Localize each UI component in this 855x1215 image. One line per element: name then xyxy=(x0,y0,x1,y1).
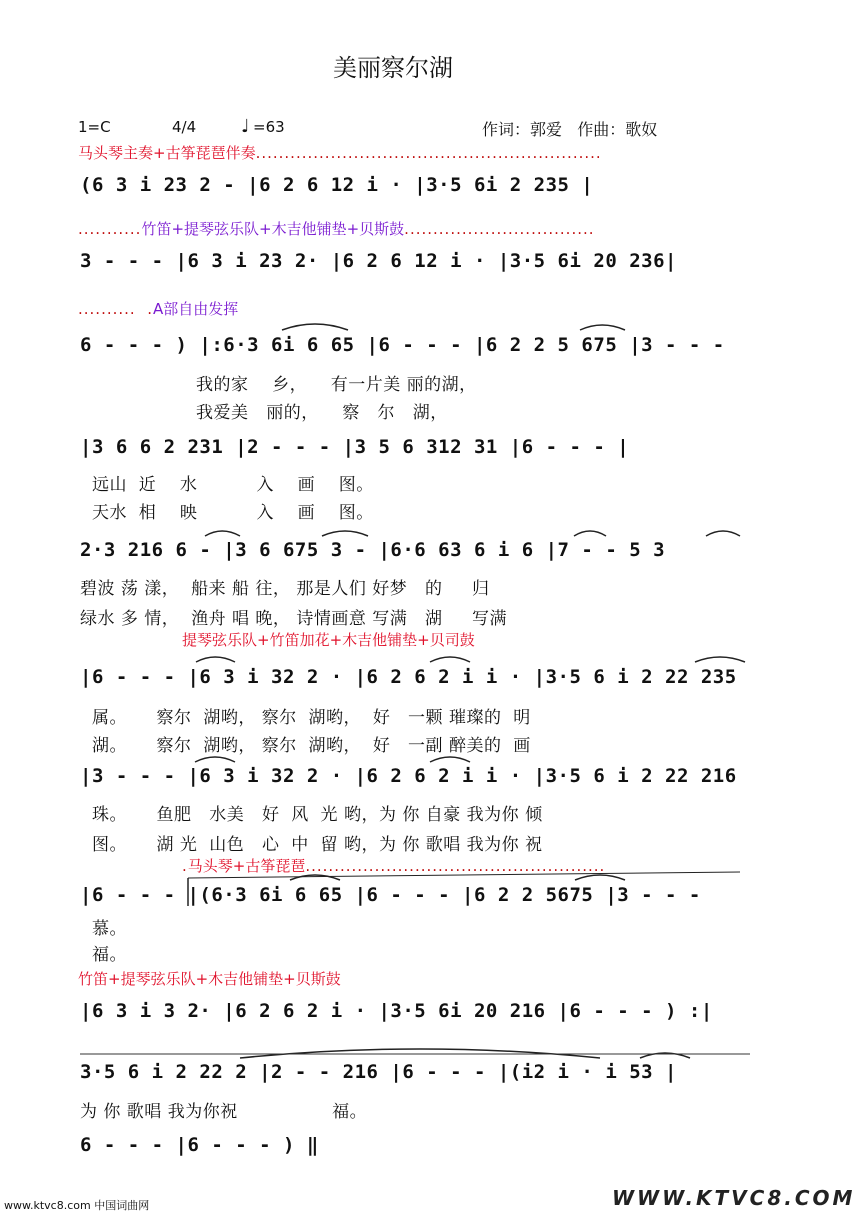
lyric-line-3b: 我爱美 丽的， 察 尔 湖， xyxy=(196,403,448,423)
score-line-5: 2·3 216 6 - |3 6 675 3 - |6·6 63 6 i 6 |7 - - 5 3 xyxy=(80,539,666,561)
cue-dotted-line: .......... . xyxy=(78,300,153,318)
lyric-line-6b: 湖。 察尔 湖哟， 察尔 湖哟， 好 一副 醉美的 画 xyxy=(92,736,531,756)
lyric-line-7a: 珠。 鱼肥 水美 好 风 光 哟，为 你 自豪 我为你 倾 xyxy=(92,805,543,825)
score-line-2: 3 - - - |6 3 i 23 2· |6 2 6 12 i · |3·5 6i 20 236| xyxy=(80,250,677,272)
lyric-line-8b: 福。 xyxy=(92,945,127,965)
lyric-line-4b: 天水 相 映 入 画 图。 xyxy=(92,503,374,523)
score-line-11: 6 - - - |6 - - - ) ‖ xyxy=(80,1134,319,1156)
score-line-6: |6 - - - |6 3 i 32 2 · |6 2 6 2 i i · |3·5 6 i 2 22 235 xyxy=(80,666,737,688)
cue-dotted-line: . xyxy=(182,857,188,875)
score-line-10: 3·5 6 i 2 22 2 |2 - - 216 |6 - - - |(i2 i · i 53 | xyxy=(80,1061,677,1083)
slur-arc xyxy=(205,531,240,536)
score-line-7: |3 - - - |6 3 i 32 2 · |6 2 6 2 i i · |3·5 6 i 2 22 216 xyxy=(80,765,737,787)
cue-interlude-label: 马头琴+古筝琵琶 xyxy=(187,857,306,875)
lyric-line-8a: 慕。 xyxy=(92,919,127,939)
slur-arc xyxy=(322,531,368,536)
cue-intro-label: 马头琴主奏+古筝琵琶伴奏 xyxy=(78,144,256,162)
lyric-line-3a: 我的家 乡， 有一片美 丽的湖， xyxy=(196,375,477,395)
cue-dotted-line: ............................................................ xyxy=(255,144,602,162)
score-line-1: (6 3 i 23 2 - |6 2 6 12 i · |3·5 6i 2 235 | xyxy=(80,174,594,196)
tempo-value: =63 xyxy=(253,118,285,136)
footer-left: www.ktvc8.com 中国词曲网 xyxy=(4,1199,150,1212)
score-line-4: |3 6 6 2 231 |2 - - - |3 5 6 312 31 |6 - - - | xyxy=(80,436,630,458)
score-line-8: |6 - - - |(6·3 6i 6 65 |6 - - - |6 2 2 5675 |3 - - - xyxy=(80,884,701,906)
slur-arc xyxy=(282,324,348,330)
footer-brand: WWW.KTVC8.COM xyxy=(612,1186,855,1210)
time-signature: 4/4 xyxy=(172,118,197,136)
lyric-line-10: 为 你 歌唱 我为你祝 福。 xyxy=(80,1102,368,1122)
score-line-9: |6 3 i 3 2· |6 2 6 2 i · |3·5 6i 20 216 |6 - - - ) :| xyxy=(80,1000,713,1022)
credits: 作词：郭爱 作曲：歌奴 xyxy=(482,120,658,139)
cue-dotted-line: ........... xyxy=(78,220,142,238)
cue-dotted-line: .................................................... xyxy=(305,857,606,875)
cue-dotted-line: ................................. xyxy=(404,220,595,238)
staff-bracket-top xyxy=(188,872,740,878)
key-signature: 1=C xyxy=(78,118,111,136)
tempo-note-icon: ♩ xyxy=(241,116,250,137)
lyric-line-6a: 属。 察尔 湖哟， 察尔 湖哟， 好 一颗 璀璨的 明 xyxy=(92,708,531,728)
slur-arc xyxy=(196,657,235,662)
lyric-line-4a: 远山 近 水 入 画 图。 xyxy=(92,475,374,495)
page-title: 美丽察尔湖 xyxy=(333,54,453,82)
slur-arc xyxy=(695,657,745,662)
cue-line2-label: 竹笛+提琴弦乐队+木吉他铺垫+贝斯鼓 xyxy=(141,220,405,238)
lyric-line-7b: 图。 湖 光 山色 心 中 留 哟，为 你 歌唱 我为你 祝 xyxy=(92,835,543,855)
slur-arc xyxy=(430,757,470,762)
cue-section-a-label: A部自由发挥 xyxy=(153,300,239,318)
cue-chorus: 提琴弦乐队+竹笛加花+木吉他铺垫+贝司鼓 xyxy=(182,631,475,649)
slur-arc xyxy=(430,657,470,662)
lyric-line-5b: 绿水 多 情， 渔舟 唱 晚， 诗情画意 写满 湖 写满 xyxy=(80,609,507,629)
slur-arc xyxy=(706,531,740,536)
slur-arc xyxy=(290,875,340,880)
score-line-3: 6 - - - ) |:6·3 6i 6 65 |6 - - - |6 2 2 5 675 |3 - - - xyxy=(80,334,725,356)
lyric-line-5a: 碧波 荡 漾， 船来 船 往， 那是人们 好梦 的 归 xyxy=(80,579,490,599)
slur-arc xyxy=(575,875,625,880)
slur-arc xyxy=(580,325,625,330)
slur-arc xyxy=(195,757,235,762)
slur-arc xyxy=(574,531,606,536)
cue-repeat: 竹笛+提琴弦乐队+木吉他铺垫+贝斯鼓 xyxy=(78,970,341,988)
